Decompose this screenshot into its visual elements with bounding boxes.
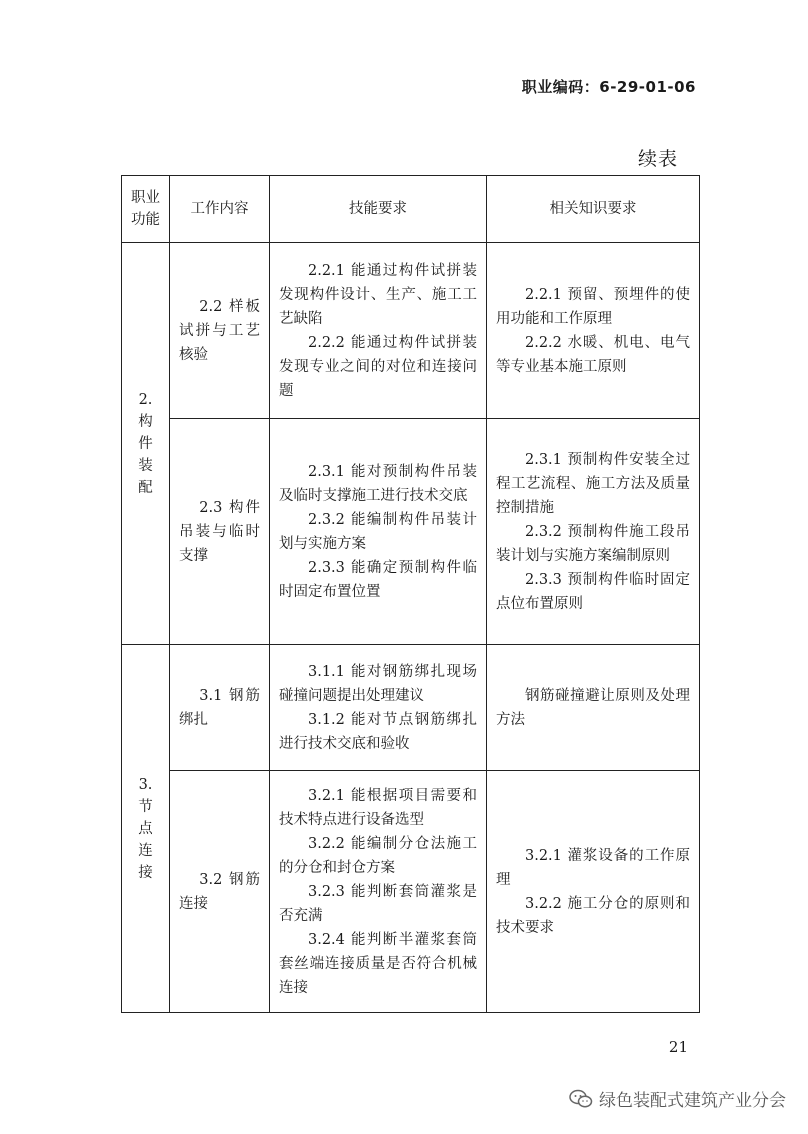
- work-content-cell: 2.3 构件吊装与临时支撑: [170, 419, 270, 645]
- watermark-text: 绿色装配式建筑产业分会: [599, 1091, 786, 1111]
- skills-table: [121, 175, 700, 1013]
- header-knowledge: 相关知识要求: [487, 176, 700, 243]
- skills-cell: 3.2.1 能根据项目需要和技术特点进行设备选型 3.2.2 能编制分仓法施工的分仓和封仓方案 3.2.3 能判断套筒灌浆是否充满 3.2.4 能判断半灌浆套筒套丝端连接质量是否符合机械连接: [270, 771, 487, 1013]
- work-content-cell: 3.1 钢筋绑扎: [170, 645, 270, 771]
- function-cell: 3. 节 点 连 接: [122, 645, 170, 1013]
- table-row: [122, 771, 700, 1013]
- table-row: [122, 243, 700, 419]
- knowledge-cell: 3.2.1 灌浆设备的工作原理 3.2.2 施工分仓的原则和技术要求: [487, 771, 700, 1013]
- table-row: [122, 645, 700, 771]
- work-content-cell: 2.2 样板试拼与工艺核验: [170, 243, 270, 419]
- knowledge-cell: 钢筋碰撞避让原则及处理方法: [487, 645, 700, 771]
- page-number: 21: [668, 1038, 688, 1056]
- wechat-icon: [569, 1089, 593, 1109]
- header-function: 职业 功能: [122, 176, 170, 243]
- occupation-code: 职业编码：6-29-01-06: [521, 78, 696, 96]
- skills-cell: 2.2.1 能通过构件试拼装发现构件设计、生产、施工工艺缺陷 2.2.2 能通过构件试拼装发现专业之间的对位和连接问题: [270, 243, 487, 419]
- function-cell: 2. 构 件 装 配: [122, 243, 170, 645]
- knowledge-cell: 2.3.1 预制构件安装全过程工艺流程、施工方法及质量控制措施 2.3.2 预制构件施工段吊装计划与实施方案编制原则 2.3.3 预制构件临时固定点位布置原则: [487, 419, 700, 645]
- skills-cell: 2.3.1 能对预制构件吊装及临时支撑施工进行技术交底 2.3.2 能编制构件吊装计划与实施方案 2.3.3 能确定预制构件临时固定布置位置: [270, 419, 487, 645]
- watermark: [569, 1086, 786, 1111]
- table-header-row: [122, 176, 700, 243]
- header-skills: 技能要求: [270, 176, 487, 243]
- header-content: 工作内容: [170, 176, 270, 243]
- knowledge-cell: 2.2.1 预留、预埋件的使用功能和工作原理 2.2.2 水暖、机电、电气等专业基本施工原则: [487, 243, 700, 419]
- continued-label: 续表: [637, 148, 678, 170]
- skills-cell: 3.1.1 能对钢筋绑扎现场碰撞问题提出处理建议 3.1.2 能对节点钢筋绑扎进行技术交底和验收: [270, 645, 487, 771]
- table-row: [122, 419, 700, 645]
- work-content-cell: 3.2 钢筋连接: [170, 771, 270, 1013]
